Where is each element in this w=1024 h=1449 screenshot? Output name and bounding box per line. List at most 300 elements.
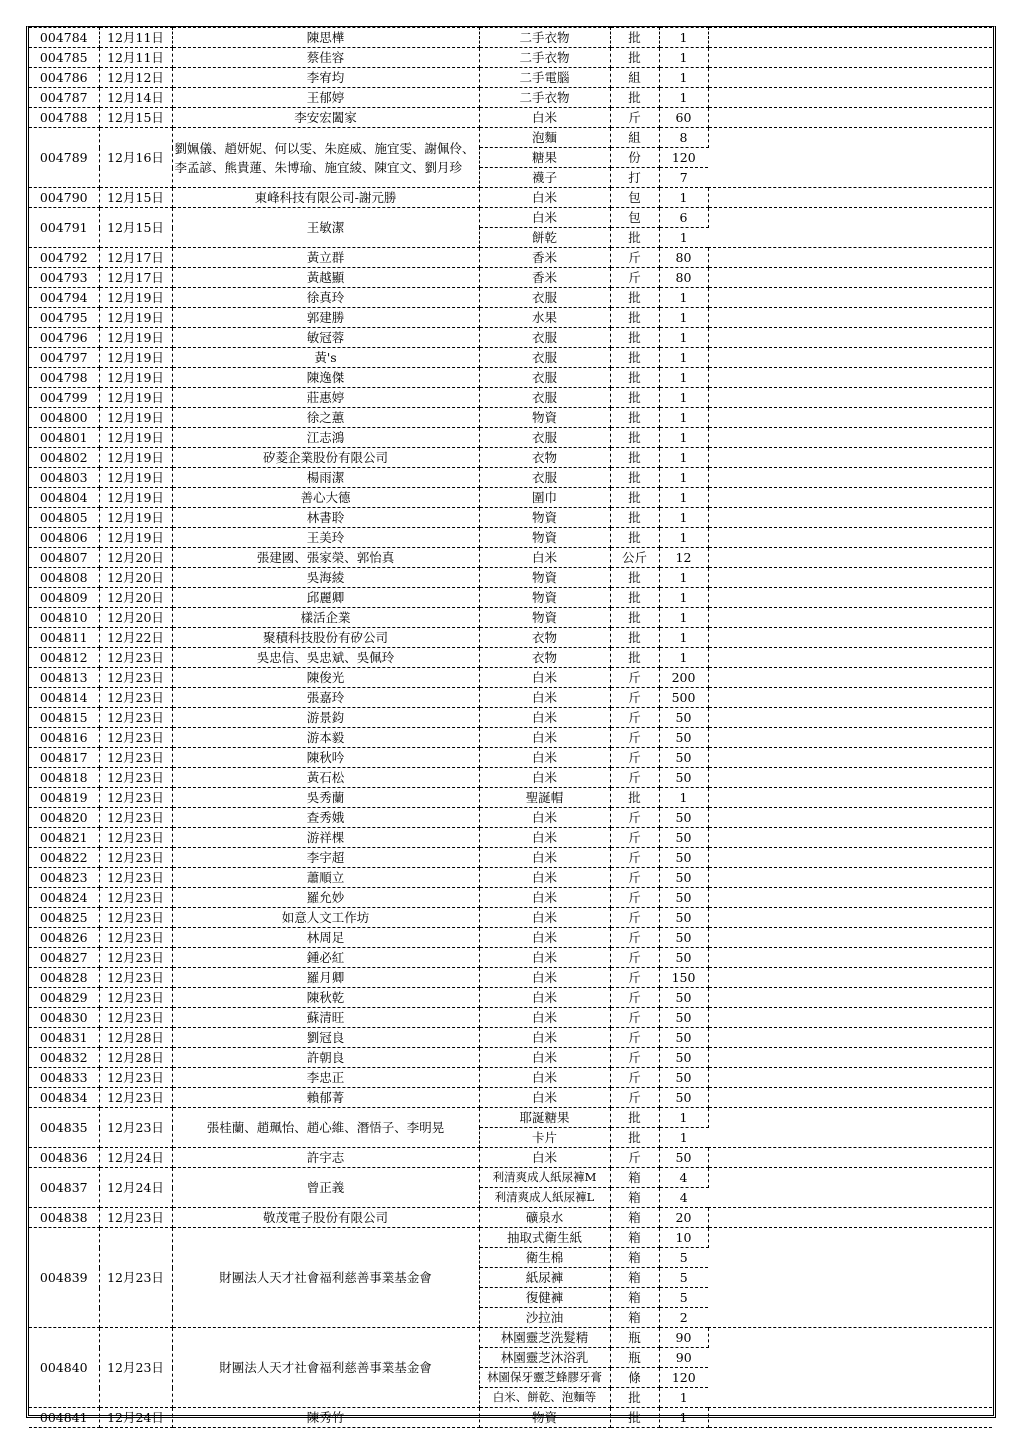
table-row xyxy=(29,968,992,988)
donor-name: 蕭順立 xyxy=(172,868,479,888)
item-quantity: 50 xyxy=(659,808,708,828)
donor-name: 查秀娥 xyxy=(172,808,479,828)
remarks-cell xyxy=(708,908,992,928)
donor-name: 陳秀竹 xyxy=(172,1408,479,1428)
item-quantity: 1 xyxy=(659,428,708,448)
donated-item: 水果 xyxy=(479,308,610,328)
table-row xyxy=(29,1048,992,1068)
item-unit: 斤 xyxy=(610,888,659,908)
item-unit: 批 xyxy=(610,628,659,648)
table-row xyxy=(29,508,992,528)
donor-name: 樣活企業 xyxy=(172,608,479,628)
donated-item: 物資 xyxy=(479,1408,610,1428)
donor-name: 林書聆 xyxy=(172,508,479,528)
donation-ledger-table xyxy=(29,27,992,1428)
donated-item: 復健褲 xyxy=(479,1288,610,1308)
table-row xyxy=(29,1408,992,1428)
record-date: 12月23日 xyxy=(99,1208,172,1228)
donated-item: 白米 xyxy=(479,208,610,228)
donated-item: 利清爽成人紙尿褲M xyxy=(479,1168,610,1188)
table-row xyxy=(29,528,992,548)
donor-name: 黃石松 xyxy=(172,768,479,788)
table-row xyxy=(29,1008,992,1028)
record-id: 004794 xyxy=(29,288,99,308)
remarks-cell xyxy=(708,628,992,648)
record-id: 004806 xyxy=(29,528,99,548)
remarks-cell xyxy=(708,888,992,908)
record-date: 12月23日 xyxy=(99,1008,172,1028)
table-row xyxy=(29,108,992,128)
item-unit: 包 xyxy=(610,208,659,228)
item-unit: 箱 xyxy=(610,1308,659,1328)
table-row xyxy=(29,428,992,448)
record-id: 004824 xyxy=(29,888,99,908)
donor-name: 張嘉玲 xyxy=(172,688,479,708)
record-date: 12月11日 xyxy=(99,28,172,48)
item-quantity: 1 xyxy=(659,488,708,508)
item-unit: 批 xyxy=(610,588,659,608)
record-date: 12月23日 xyxy=(99,788,172,808)
table-row xyxy=(29,188,992,208)
item-unit: 組 xyxy=(610,128,659,148)
table-row xyxy=(29,308,992,328)
record-id: 004788 xyxy=(29,108,99,128)
remarks-cell xyxy=(708,328,992,348)
donated-item: 抽取式衛生紙 xyxy=(479,1228,610,1248)
remarks-cell xyxy=(708,608,992,628)
item-quantity: 4 xyxy=(659,1168,708,1188)
donor-name: 李宇超 xyxy=(172,848,479,868)
donated-item: 白米 xyxy=(479,708,610,728)
record-id: 004830 xyxy=(29,1008,99,1028)
remarks-cell xyxy=(708,188,992,208)
remarks-cell xyxy=(708,528,992,548)
donor-name: 羅月卿 xyxy=(172,968,479,988)
item-unit: 斤 xyxy=(610,868,659,888)
donated-item: 白米 xyxy=(479,908,610,928)
item-unit: 批 xyxy=(610,488,659,508)
table-row xyxy=(29,688,992,708)
record-date: 12月23日 xyxy=(99,988,172,1008)
record-date: 12月23日 xyxy=(99,848,172,868)
item-unit: 斤 xyxy=(610,1068,659,1088)
remarks-cell xyxy=(708,128,992,188)
donated-item: 衣服 xyxy=(479,468,610,488)
table-row xyxy=(29,348,992,368)
donor-name: 江志鴻 xyxy=(172,428,479,448)
record-date: 12月23日 xyxy=(99,868,172,888)
remarks-cell xyxy=(708,1228,992,1328)
record-date: 12月20日 xyxy=(99,588,172,608)
record-date: 12月20日 xyxy=(99,608,172,628)
table-row xyxy=(29,608,992,628)
record-id: 004841 xyxy=(29,1408,99,1428)
item-unit: 斤 xyxy=(610,1028,659,1048)
donated-item: 衣物 xyxy=(479,628,610,648)
donated-item: 白米 xyxy=(479,828,610,848)
item-unit: 斤 xyxy=(610,728,659,748)
donated-item: 林園保牙靈芝蜂膠牙膏 xyxy=(479,1368,610,1388)
record-date: 12月23日 xyxy=(99,1228,172,1328)
remarks-cell xyxy=(708,448,992,468)
donated-item: 白米 xyxy=(479,968,610,988)
item-quantity: 50 xyxy=(659,868,708,888)
donor-name: 敬茂電子股份有限公司 xyxy=(172,1208,479,1228)
remarks-cell xyxy=(708,788,992,808)
remarks-cell xyxy=(708,548,992,568)
donor-name: 敏冠蓉 xyxy=(172,328,479,348)
donated-item: 耶誕糖果 xyxy=(479,1108,610,1128)
remarks-cell xyxy=(708,1148,992,1168)
donated-item: 白米 xyxy=(479,888,610,908)
table-row xyxy=(29,768,992,788)
item-unit: 批 xyxy=(610,88,659,108)
table-row xyxy=(29,548,992,568)
record-id: 004807 xyxy=(29,548,99,568)
table-row xyxy=(29,1088,992,1108)
record-id: 004811 xyxy=(29,628,99,648)
remarks-cell xyxy=(708,108,992,128)
item-quantity: 50 xyxy=(659,888,708,908)
record-id: 004791 xyxy=(29,208,99,248)
record-date: 12月23日 xyxy=(99,768,172,788)
donor-name: 聚積科技股份有矽公司 xyxy=(172,628,479,648)
donated-item: 衣服 xyxy=(479,348,610,368)
record-id: 004812 xyxy=(29,648,99,668)
item-quantity: 7 xyxy=(659,168,708,188)
record-date: 12月23日 xyxy=(99,1108,172,1148)
item-unit: 批 xyxy=(610,288,659,308)
donor-name: 張建國、張家榮、郭怡真 xyxy=(172,548,479,568)
remarks-cell xyxy=(708,68,992,88)
donated-item: 衛生棉 xyxy=(479,1248,610,1268)
table-row xyxy=(29,588,992,608)
record-date: 12月24日 xyxy=(99,1168,172,1208)
record-date: 12月15日 xyxy=(99,188,172,208)
record-id: 004799 xyxy=(29,388,99,408)
table-row xyxy=(29,648,992,668)
item-quantity: 1 xyxy=(659,1108,708,1128)
item-unit: 批 xyxy=(610,408,659,428)
item-unit: 公斤 xyxy=(610,548,659,568)
table-row xyxy=(29,28,992,48)
donated-item: 衣服 xyxy=(479,388,610,408)
remarks-cell xyxy=(708,988,992,1008)
donated-item: 白米 xyxy=(479,108,610,128)
table-row xyxy=(29,728,992,748)
item-quantity: 1 xyxy=(659,788,708,808)
donor-name: 徐之蕙 xyxy=(172,408,479,428)
remarks-cell xyxy=(708,1208,992,1228)
record-date: 12月15日 xyxy=(99,208,172,248)
donated-item: 白米 xyxy=(479,1068,610,1088)
donated-item: 衣服 xyxy=(479,328,610,348)
donor-name: 吳忠信、吳忠斌、吳佩玲 xyxy=(172,648,479,668)
item-quantity: 1 xyxy=(659,188,708,208)
item-unit: 斤 xyxy=(610,688,659,708)
item-unit: 批 xyxy=(610,1128,659,1148)
item-quantity: 80 xyxy=(659,248,708,268)
item-quantity: 1 xyxy=(659,228,708,248)
donated-item: 二手衣物 xyxy=(479,28,610,48)
donor-name: 善心大德 xyxy=(172,488,479,508)
table-row xyxy=(29,748,992,768)
item-quantity: 1 xyxy=(659,568,708,588)
table-row xyxy=(29,948,992,968)
item-unit: 條 xyxy=(610,1368,659,1388)
item-quantity: 50 xyxy=(659,1048,708,1068)
donor-name: 游景鈞 xyxy=(172,708,479,728)
record-date: 12月28日 xyxy=(99,1028,172,1048)
donated-item: 白米 xyxy=(479,848,610,868)
donor-name: 蔡佳容 xyxy=(172,48,479,68)
item-quantity: 1 xyxy=(659,1128,708,1148)
record-date: 12月16日 xyxy=(99,128,172,188)
item-unit: 斤 xyxy=(610,668,659,688)
donated-item: 二手衣物 xyxy=(479,88,610,108)
item-unit: 斤 xyxy=(610,1048,659,1068)
record-id: 004785 xyxy=(29,48,99,68)
donated-item: 白米 xyxy=(479,548,610,568)
donor-name: 莊惠婷 xyxy=(172,388,479,408)
donated-item: 利清爽成人紙尿褲L xyxy=(479,1188,610,1208)
donated-item: 白米 xyxy=(479,948,610,968)
item-unit: 斤 xyxy=(610,248,659,268)
item-unit: 批 xyxy=(610,388,659,408)
record-id: 004840 xyxy=(29,1328,99,1408)
record-date: 12月23日 xyxy=(99,748,172,768)
donated-item: 白米 xyxy=(479,1008,610,1028)
record-date: 12月23日 xyxy=(99,948,172,968)
table-row xyxy=(29,908,992,928)
record-id: 004789 xyxy=(29,128,99,188)
record-date: 12月23日 xyxy=(99,648,172,668)
item-quantity: 5 xyxy=(659,1248,708,1268)
item-quantity: 60 xyxy=(659,108,708,128)
donated-item: 白米 xyxy=(479,988,610,1008)
donated-item: 白米、餅乾、泡麵等 xyxy=(479,1388,610,1408)
item-unit: 斤 xyxy=(610,948,659,968)
item-unit: 箱 xyxy=(610,1248,659,1268)
item-unit: 批 xyxy=(610,328,659,348)
item-quantity: 1 xyxy=(659,388,708,408)
remarks-cell xyxy=(708,1028,992,1048)
donated-item: 衣服 xyxy=(479,368,610,388)
remarks-cell xyxy=(708,1108,992,1148)
remarks-cell xyxy=(708,488,992,508)
donated-item: 物資 xyxy=(479,408,610,428)
item-quantity: 1 xyxy=(659,368,708,388)
donor-name: 李安宏闔家 xyxy=(172,108,479,128)
record-date: 12月19日 xyxy=(99,448,172,468)
item-unit: 瓶 xyxy=(610,1328,659,1348)
remarks-cell xyxy=(708,428,992,448)
donated-item: 白米 xyxy=(479,1148,610,1168)
item-unit: 批 xyxy=(610,448,659,468)
donated-item: 襪子 xyxy=(479,168,610,188)
record-id: 004803 xyxy=(29,468,99,488)
item-unit: 斤 xyxy=(610,108,659,128)
item-quantity: 1 xyxy=(659,348,708,368)
remarks-cell xyxy=(708,468,992,488)
donated-item: 礦泉水 xyxy=(479,1208,610,1228)
table-row xyxy=(29,1028,992,1048)
item-quantity: 50 xyxy=(659,908,708,928)
donated-item: 物資 xyxy=(479,508,610,528)
item-quantity: 50 xyxy=(659,1068,708,1088)
table-row xyxy=(29,888,992,908)
table-row xyxy=(29,1208,992,1228)
donated-item: 糖果 xyxy=(479,148,610,168)
item-unit: 斤 xyxy=(610,1008,659,1028)
record-id: 004805 xyxy=(29,508,99,528)
remarks-cell xyxy=(708,808,992,828)
record-date: 12月19日 xyxy=(99,328,172,348)
item-quantity: 1 xyxy=(659,288,708,308)
item-quantity: 50 xyxy=(659,1028,708,1048)
donor-name: 徐真玲 xyxy=(172,288,479,308)
donated-item: 物資 xyxy=(479,568,610,588)
donor-name: 張桂蘭、趙珮怡、趙心維、潛悟子、李明晃 xyxy=(172,1108,479,1148)
remarks-cell xyxy=(708,1048,992,1068)
donor-name: 羅允妙 xyxy=(172,888,479,908)
donor-name: 曾正義 xyxy=(172,1168,479,1208)
item-quantity: 5 xyxy=(659,1268,708,1288)
table-row xyxy=(29,268,992,288)
donor-name: 黃立群 xyxy=(172,248,479,268)
donated-item: 白米 xyxy=(479,768,610,788)
donated-item: 二手衣物 xyxy=(479,48,610,68)
donated-item: 圍巾 xyxy=(479,488,610,508)
item-unit: 批 xyxy=(610,368,659,388)
record-id: 004828 xyxy=(29,968,99,988)
table-row xyxy=(29,568,992,588)
donated-item: 白米 xyxy=(479,728,610,748)
item-quantity: 1 xyxy=(659,528,708,548)
item-unit: 批 xyxy=(610,608,659,628)
donated-item: 聖誕帽 xyxy=(479,788,610,808)
item-unit: 批 xyxy=(610,228,659,248)
item-quantity: 1 xyxy=(659,48,708,68)
donor-name: 游祥棵 xyxy=(172,828,479,848)
item-quantity: 1 xyxy=(659,408,708,428)
item-unit: 斤 xyxy=(610,808,659,828)
remarks-cell xyxy=(708,368,992,388)
item-unit: 批 xyxy=(610,348,659,368)
donor-name: 郭建勝 xyxy=(172,308,479,328)
record-id: 004810 xyxy=(29,608,99,628)
item-quantity: 1 xyxy=(659,628,708,648)
item-unit: 批 xyxy=(610,1108,659,1128)
table-row xyxy=(29,1148,992,1168)
item-quantity: 50 xyxy=(659,828,708,848)
record-date: 12月11日 xyxy=(99,48,172,68)
table-row xyxy=(29,628,992,648)
item-quantity: 50 xyxy=(659,948,708,968)
item-quantity: 120 xyxy=(659,1368,708,1388)
record-id: 004816 xyxy=(29,728,99,748)
item-quantity: 1 xyxy=(659,1408,708,1428)
record-id: 004839 xyxy=(29,1228,99,1328)
remarks-cell xyxy=(708,48,992,68)
donated-item: 衣物 xyxy=(479,448,610,468)
item-quantity: 1 xyxy=(659,68,708,88)
donated-item: 白米 xyxy=(479,808,610,828)
record-id: 004814 xyxy=(29,688,99,708)
remarks-cell xyxy=(708,728,992,748)
donated-item: 物資 xyxy=(479,528,610,548)
item-quantity: 90 xyxy=(659,1348,708,1368)
donated-item: 衣服 xyxy=(479,428,610,448)
donated-item: 衣服 xyxy=(479,288,610,308)
record-id: 004800 xyxy=(29,408,99,428)
table-row xyxy=(29,128,992,148)
remarks-cell xyxy=(708,948,992,968)
item-quantity: 1 xyxy=(659,28,708,48)
item-unit: 箱 xyxy=(610,1208,659,1228)
record-id: 004784 xyxy=(29,28,99,48)
item-quantity: 1 xyxy=(659,648,708,668)
table-row xyxy=(29,1168,992,1188)
record-id: 004809 xyxy=(29,588,99,608)
item-unit: 斤 xyxy=(610,848,659,868)
donor-name: 陳逸傑 xyxy=(172,368,479,388)
record-date: 12月20日 xyxy=(99,548,172,568)
donor-name: 陳俊光 xyxy=(172,668,479,688)
donor-name: 陳秋乾 xyxy=(172,988,479,1008)
donor-name: 陳思樺 xyxy=(172,28,479,48)
item-unit: 批 xyxy=(610,528,659,548)
table-row xyxy=(29,1068,992,1088)
record-id: 004808 xyxy=(29,568,99,588)
table-row xyxy=(29,388,992,408)
table-row xyxy=(29,708,992,728)
remarks-cell xyxy=(708,588,992,608)
donor-name: 王郁婷 xyxy=(172,88,479,108)
remarks-cell xyxy=(708,1168,992,1208)
remarks-cell xyxy=(708,308,992,328)
remarks-cell xyxy=(708,768,992,788)
record-id: 004786 xyxy=(29,68,99,88)
donated-item: 香米 xyxy=(479,248,610,268)
record-id: 004801 xyxy=(29,428,99,448)
item-quantity: 50 xyxy=(659,748,708,768)
record-id: 004822 xyxy=(29,848,99,868)
record-date: 12月20日 xyxy=(99,568,172,588)
record-date: 12月19日 xyxy=(99,348,172,368)
remarks-cell xyxy=(708,648,992,668)
record-date: 12月23日 xyxy=(99,668,172,688)
donated-item: 物資 xyxy=(479,608,610,628)
item-unit: 斤 xyxy=(610,988,659,1008)
item-quantity: 50 xyxy=(659,768,708,788)
table-row xyxy=(29,1328,992,1348)
record-date: 12月23日 xyxy=(99,708,172,728)
donated-item: 白米 xyxy=(479,1028,610,1048)
item-quantity: 1 xyxy=(659,88,708,108)
table-row xyxy=(29,788,992,808)
table-row xyxy=(29,368,992,388)
record-id: 004836 xyxy=(29,1148,99,1168)
item-quantity: 50 xyxy=(659,848,708,868)
table-row xyxy=(29,488,992,508)
record-id: 004826 xyxy=(29,928,99,948)
item-unit: 箱 xyxy=(610,1168,659,1188)
remarks-cell xyxy=(708,88,992,108)
record-date: 12月23日 xyxy=(99,688,172,708)
remarks-cell xyxy=(708,1068,992,1088)
record-id: 004833 xyxy=(29,1068,99,1088)
